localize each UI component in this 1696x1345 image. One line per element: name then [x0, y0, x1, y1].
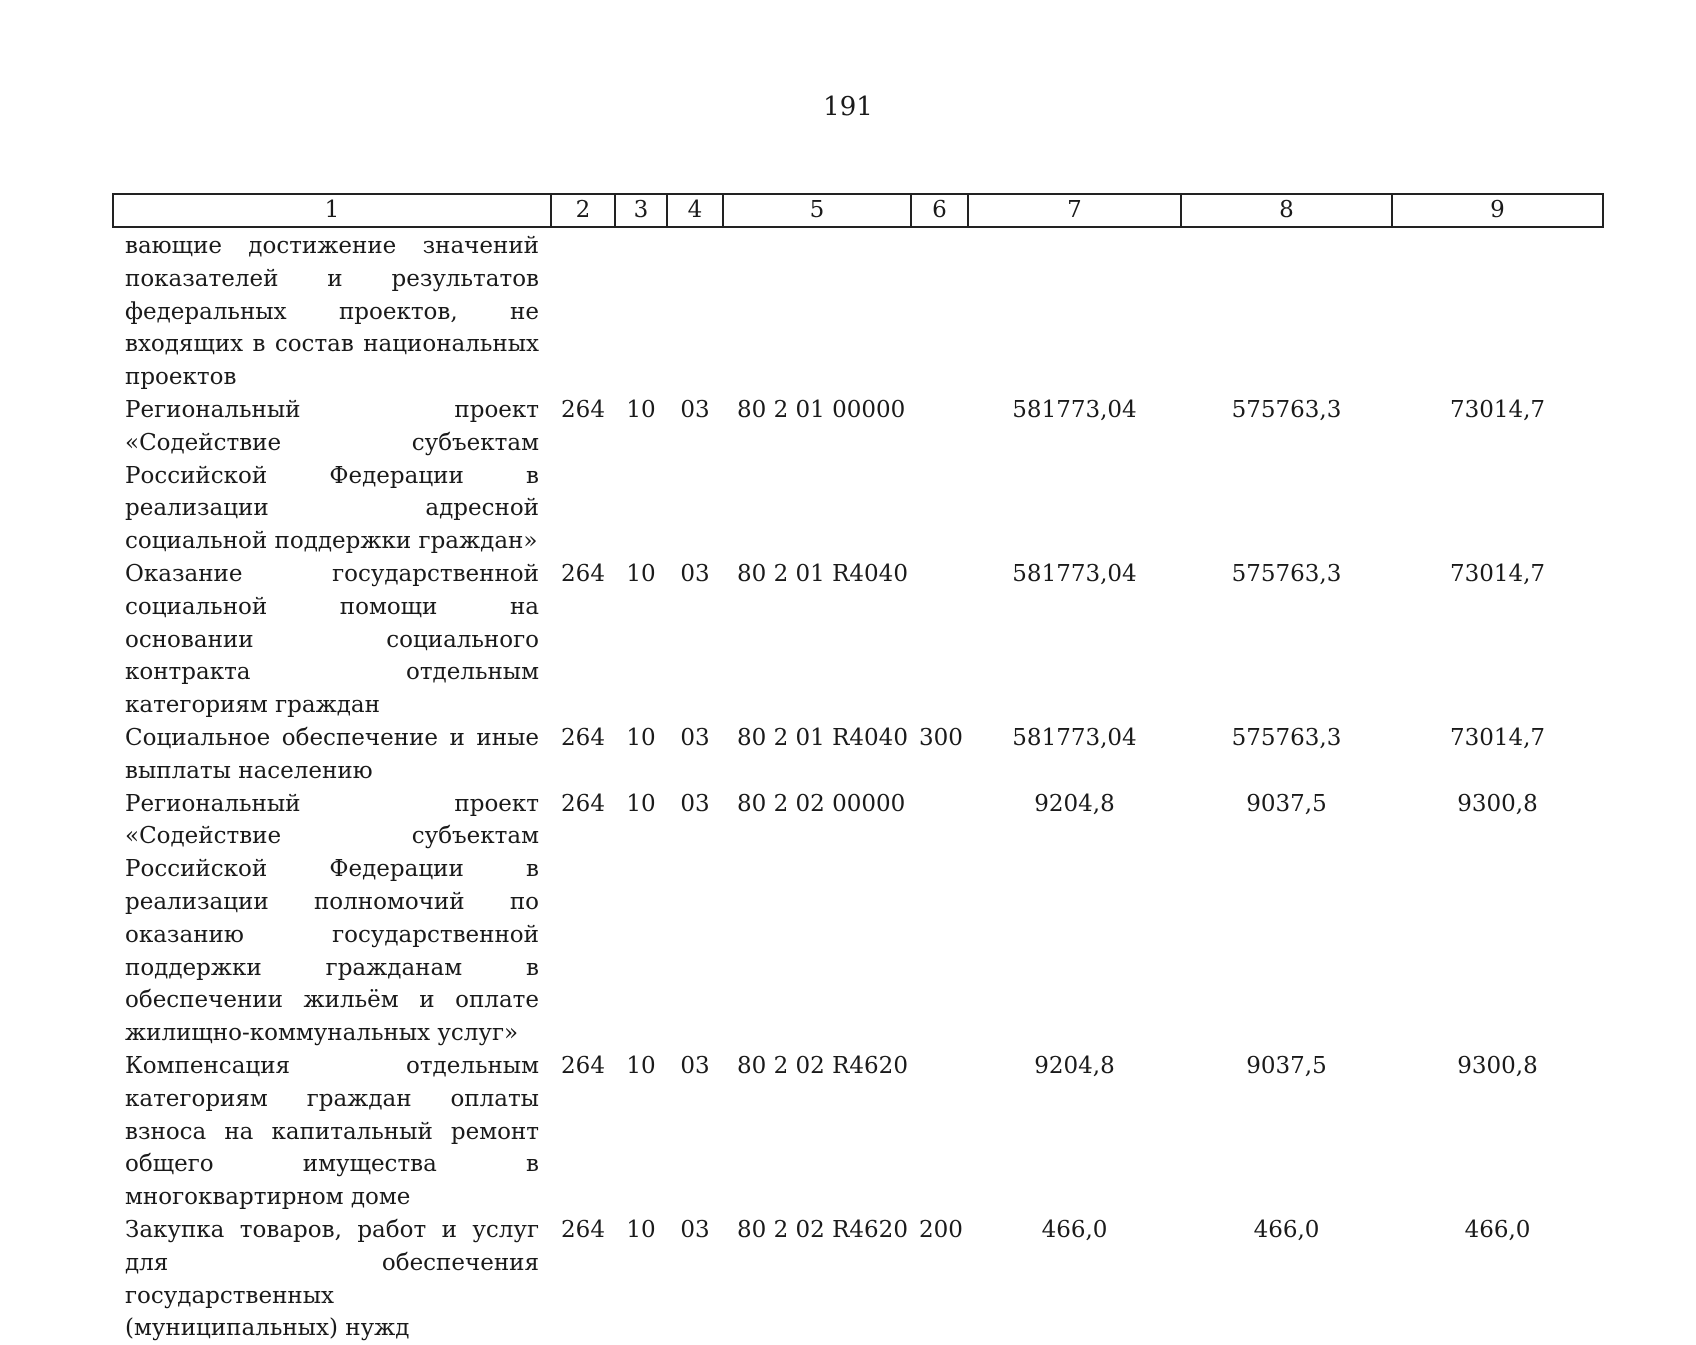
- section-code: 10: [626, 560, 656, 587]
- expense-type-code: 300: [919, 724, 963, 751]
- column-header: 4: [667, 194, 723, 227]
- subsection-code: 03: [680, 560, 710, 587]
- row-description: Компенсация отдельным категориям граждан оплаты взноса на капитальный ремонт общего имущества в многоквартирном доме: [125, 1052, 539, 1211]
- target-article-code: 80 2 02 00000: [737, 790, 906, 817]
- target-article-code: 80 2 02 R4620: [737, 1052, 908, 1079]
- amount-col-8: 466,0: [1253, 1216, 1320, 1243]
- table-row: [113, 788, 1603, 1050]
- section-code: 10: [626, 1216, 656, 1243]
- expense-type-code: [911, 227, 968, 394]
- subsection-code: 03: [680, 1216, 710, 1243]
- expense-type-code: [911, 788, 968, 1050]
- expense-type-code: [911, 558, 968, 722]
- amount-col-7: 9204,8: [1034, 1052, 1115, 1079]
- section-code: 10: [626, 1052, 656, 1079]
- amount-col-9: 73014,7: [1449, 396, 1546, 423]
- ministry-code: 264: [561, 790, 605, 817]
- subsection-code: 03: [680, 1052, 710, 1079]
- row-description: вающие достижение значений показателей и результатов федеральных проектов, не входящих в состав национальных проектов: [125, 233, 539, 391]
- amount-col-8: 575763,3: [1231, 396, 1342, 423]
- table-row: [113, 722, 1603, 788]
- column-header: 1: [113, 194, 551, 227]
- table-row: [113, 558, 1603, 722]
- column-header: 7: [968, 194, 1181, 227]
- ministry-code: 264: [561, 724, 605, 751]
- amount-col-8: 9037,5: [1246, 1052, 1327, 1079]
- section-code: 10: [626, 790, 656, 817]
- table-row: [113, 1050, 1603, 1214]
- amount-col-9: 466,0: [1464, 1216, 1531, 1243]
- target-article-code: 80 2 01 00000: [737, 396, 906, 423]
- amount-col-7: 581773,04: [1012, 396, 1137, 423]
- amount-col-8: [1181, 227, 1392, 394]
- budget-table: [112, 193, 1604, 1345]
- target-article-code: 80 2 02 R4620: [737, 1216, 908, 1243]
- column-header: 9: [1392, 194, 1603, 227]
- column-header: 5: [723, 194, 911, 227]
- subsection-code: [667, 227, 723, 394]
- expense-type-code: 200: [919, 1216, 963, 1243]
- amount-col-7: 466,0: [1041, 1216, 1108, 1243]
- amount-col-9: 9300,8: [1457, 1052, 1538, 1079]
- amount-col-7: 581773,04: [1012, 560, 1137, 587]
- row-description: Закупка товаров, работ и услуг для обеспечения государственных (муниципальных) нужд: [125, 1216, 539, 1342]
- row-description: Оказание государственной социальной помощи на основании социального контракта отдельным категориям граждан: [125, 560, 539, 719]
- target-article-code: [723, 227, 911, 394]
- amount-col-7: 9204,8: [1034, 790, 1115, 817]
- column-header: 2: [551, 194, 615, 227]
- table-row: [113, 1214, 1603, 1345]
- amount-col-7: [968, 227, 1181, 394]
- target-article-code: 80 2 01 R4040: [737, 560, 908, 587]
- ministry-code: [551, 227, 615, 394]
- amount-col-8: 575763,3: [1231, 724, 1342, 751]
- row-description: Региональный проект «Содействие субъектам Российской Федерации в реализации адресной социальной поддержки граждан»: [125, 396, 539, 555]
- amount-col-8: 9037,5: [1246, 790, 1327, 817]
- amount-col-9: 73014,7: [1449, 724, 1546, 751]
- expense-type-code: [911, 394, 968, 558]
- page-number: 191: [823, 92, 873, 122]
- section-code: 10: [626, 724, 656, 751]
- table-row: [113, 394, 1603, 558]
- table-row: [113, 227, 1603, 394]
- table-header-row: [113, 194, 1603, 227]
- subsection-code: 03: [680, 396, 710, 423]
- amount-col-9: [1392, 227, 1603, 394]
- target-article-code: 80 2 01 R4040: [737, 724, 908, 751]
- ministry-code: 264: [561, 1052, 605, 1079]
- section-code: 10: [626, 396, 656, 423]
- subsection-code: 03: [680, 724, 710, 751]
- column-header: 3: [615, 194, 667, 227]
- expense-type-code: [911, 1050, 968, 1214]
- amount-col-9: 9300,8: [1457, 790, 1538, 817]
- row-description: Региональный проект «Содействие субъектам Российской Федерации в реализации полномочий по оказанию государственной поддержки гражданам в обеспечении жильём и оплате жилищно-коммунальных услуг»: [125, 790, 539, 1047]
- ministry-code: 264: [561, 560, 605, 587]
- column-header: 6: [911, 194, 968, 227]
- row-description: Социальное обеспечение и иные выплаты населению: [125, 724, 539, 784]
- amount-col-8: 575763,3: [1231, 560, 1342, 587]
- ministry-code: 264: [561, 396, 605, 423]
- subsection-code: 03: [680, 790, 710, 817]
- amount-col-7: 581773,04: [1012, 724, 1137, 751]
- section-code: [615, 227, 667, 394]
- amount-col-9: 73014,7: [1449, 560, 1546, 587]
- ministry-code: 264: [561, 1216, 605, 1243]
- column-header: 8: [1181, 194, 1392, 227]
